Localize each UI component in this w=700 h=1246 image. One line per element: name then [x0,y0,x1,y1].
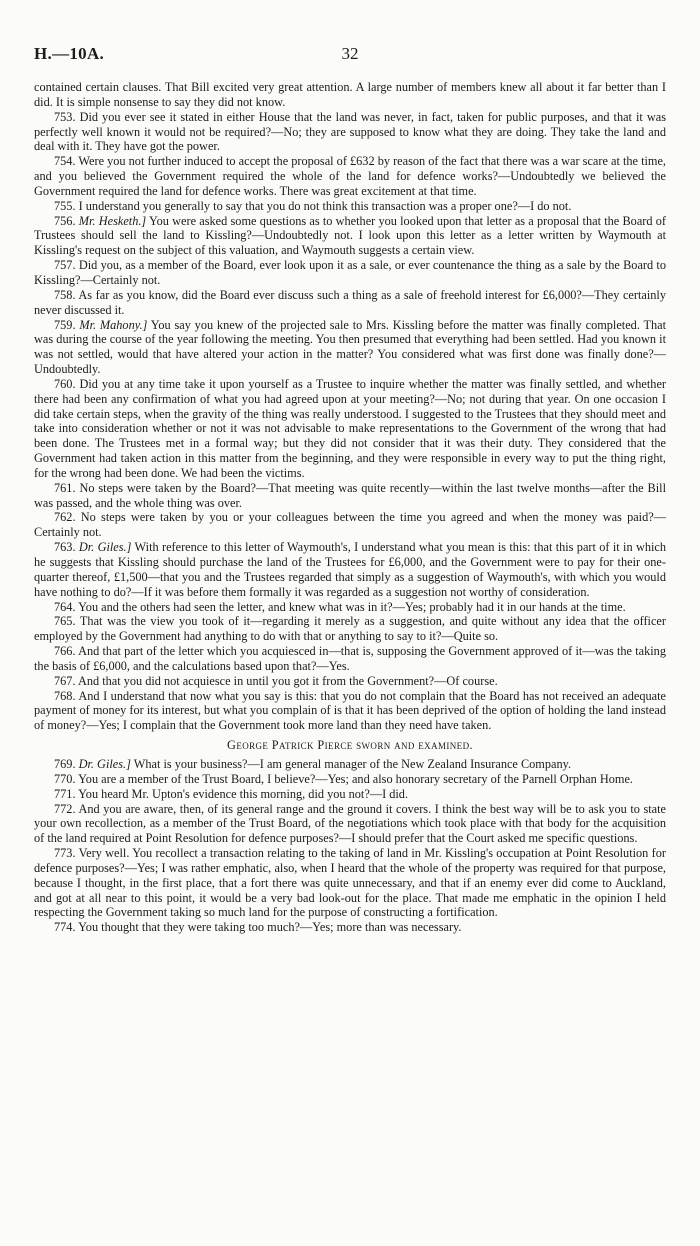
testimony-paragraph [34,674,666,689]
question-number: 759. [54,317,76,332]
question-number: 773. [54,846,76,861]
testimony-paragraph [34,318,666,377]
testimony-paragraph [34,288,666,318]
testimony-paragraph [34,199,666,214]
question-answer-text: Did you at any time take it upon yourself as a Trustee to inquire whether the matter was finally settled, and whether there had been any confirmation of what you had agreed upon at your meeting?—No; not during that year. On one occasion I did take certain steps, when the gravity of the thing was really understood. I suggested to the Trustees that they should meet and take into consideration whether or not it was not advisable to make representations to the Government of the wrong that had been done. The Trustees met in a formal way; but they did not consider that it was their duty. They considered that the Government had taken action in this matter from the beginning, and they were responsible in every way to put the thing right, for the wrong had been done. We had been the victims. [34,376,666,480]
testimony-section-1 [34,110,666,733]
testimony-section-2 [34,757,666,935]
question-number: 763. [54,540,76,555]
testimony-paragraph [34,644,666,674]
question-number: 769. [54,756,76,771]
question-answer-text: Did you, as a member of the Board, ever look upon it as a sale, or ever countenance the thing as a sale by the Board to Kissling?—Certainly not. [34,258,666,287]
question-answer-text: And that you did not acquiesce in until you got it from the Government?—Of course. [77,673,498,688]
question-number: 754. [54,154,76,169]
question-answer-text: You are a member of the Trust Board, I believe?—Yes; and also honorary secretary of the Parnell Orphan Home. [78,771,633,786]
question-answer-text: No steps were taken by you or your colleagues between the time you agreed and when the money was paid?—Certainly not. [34,510,666,540]
testimony-paragraph [34,510,666,540]
question-answer-text: You heard Mr. Upton's evidence this morning, did you not?—I did. [78,786,409,801]
question-answer-text: As far as you know, did the Board ever discuss such a thing as a sale of freehold interest for £6,000?—They certainly never discussed it. [34,287,666,317]
question-number: 764. [54,599,76,614]
question-answer-text: Were you not further induced to accept the proposal of £632 by reason of the fact that there was a war scare at the time, and you believed the Government required the whole of the land for defence works?—Undoubtedly we believed the Government required the land for defence works. There was great excitement at that time. [34,154,666,198]
question-number: 758. [54,287,76,302]
question-number: 755. [54,198,76,213]
question-number: 756. [54,213,76,228]
question-answer-text: With reference to this letter of Waymouth's, I understand what you mean is this: that this part of it in which he suggests that Kissling should purchase the land of the Trustees for £6,000, and the Government were to pay for their one-quarter thereof, £1,500—that you and the Trustees regarded that simply as a suggestion of Waymouth's, with which you would have nothing to do?—If it was before them formally it was regarded as a suggestion not worthy of consideration. [34,540,666,599]
testimony-paragraph [34,787,666,802]
document-code: H.—10A. [34,44,105,63]
question-answer-text: What is your business?—I am general manager of the New Zealand Insurance Company. [133,756,572,771]
testimony-paragraph [34,110,666,155]
testimony-paragraph [34,214,666,259]
testimony-paragraph [34,846,666,920]
speaker-name: Dr. Giles.] [78,756,131,771]
question-number: 765. [54,614,76,629]
testimony-paragraph [34,772,666,787]
testimony-paragraph [34,757,666,772]
testimony-paragraph [34,689,666,734]
testimony-paragraph [34,540,666,599]
question-answer-text: Did you ever see it stated in either House that the land was never, in fact, taken for public purposes, and that it was perfectly well known it would not be required?—No; they are supposed to know what they are doing. They take the land and deal with it. They have got the power. [34,109,667,154]
question-answer-text: You say you knew of the projected sale to Mrs. Kissling before the matter was finally completed. That was during the course of the year following the meeting. You then presumed that everything had been settled. Had you known it was not settled, would that have altered your action in the matter? You considered what was first done was finally done?—Undoubtedly. [34,317,667,377]
question-answer-text: I understand you generally to say that you do not think this transaction was a proper one?—I do not. [78,198,572,213]
question-number: 770. [54,771,76,786]
lead-paragraph: contained certain clauses. That Bill excited very great attention. A large number of members knew all about it far better than I did. It is simple nonsense to say they did not know. [34,80,666,109]
question-answer-text: Very well. You recollect a transaction relating to the taking of land in Mr. Kissling's occupation at Point Resolution for defence purposes?—Yes; I was rather emphatic, also, when I heard that the whole of the property was required for that purpose, because I thought, in the first place, that a fort there was quite unnecessary, and that if an enemy ever did come to Auckland, and got at all near to this point, it would be a very bad look-out for the place. That made me emphatic in the opinion I held respecting the Government taking so much land for the purpose of constructing a fortification. [34,846,666,920]
document-body [34,80,666,935]
question-answer-text: You thought that they were taking too much?—Yes; more than was necessary. [78,920,462,935]
testimony-paragraph [34,614,666,644]
testimony-paragraph [34,481,666,511]
page-number: 32 [341,44,359,63]
question-number: 774. [54,920,76,935]
question-number: 767. [54,673,76,688]
question-answer-text: And that part of the letter which you acquiesced in—that is, supposing the Government approved of it—was the taking the basis of £6,000, and the calculations based upon that?—Yes. [34,644,666,673]
question-answer-text: No steps were taken by the Board?—That meeting was quite recently—within the last twelve months—after the Bill was passed, and the whole thing was over. [34,480,666,510]
question-answer-text: And you are aware, then, of its general range and the ground it covers. I think the best way will be to ask you to state your own recollection, as a member of the Trust Board, of the negotiations which took place with that body for the acquisition of the land required at Point Resolution for defence purposes?—I should prefer that the Court asked me specific questions. [34,801,666,846]
question-number: 760. [54,376,76,391]
testimony-paragraph [34,600,666,615]
question-answer-text: You and the others had seen the letter, and knew what was in it?—Yes; probably had it in our hands at the time. [78,599,626,614]
testimony-paragraph [34,258,666,288]
speaker-name: Mr. Hesketh.] [78,213,147,228]
question-answer-text: You were asked some questions as to whether you looked upon that letter as a proposal that the Board of Trustees should sell the land to Kissling?—Undoubtedly not. I look upon this letter as a letter written by Waymouth at Kissling's request on the subject of this valuation, and Waymouth suggests a certain view. [34,213,666,258]
question-number: 753. [54,109,76,124]
testimony-paragraph [34,802,666,847]
question-number: 757. [54,258,76,273]
question-answer-text: That was the view you took of it—regarding it merely as a suggestion, and quite without any idea that the officer employed by the Government had anything to do with that or anything to say to it?—Quite so. [34,614,666,644]
speaker-name: Dr. Giles.] [78,540,132,555]
question-number: 772. [54,801,76,816]
speaker-name: Mr. Mahony.] [79,317,148,332]
question-number: 761. [54,480,76,495]
question-number: 762. [54,510,76,525]
testimony-paragraph [34,154,666,199]
question-number: 768. [54,688,76,703]
question-answer-text: And I understand that now what you say is this: that you do not complain that the Board has not received an adequate payment of money for its interest, but what you complain of is that it has been deprived of the option of holding the land instead of money?—Yes; I complain that the Government took more land than they need have taken. [34,688,666,733]
question-number: 771. [54,786,76,801]
testimony-paragraph [34,920,666,935]
testimony-paragraph [34,377,666,481]
page-header [34,44,666,66]
witness-heading: George Patrick Pierce sworn and examined. [227,738,473,753]
question-number: 766. [54,644,76,659]
